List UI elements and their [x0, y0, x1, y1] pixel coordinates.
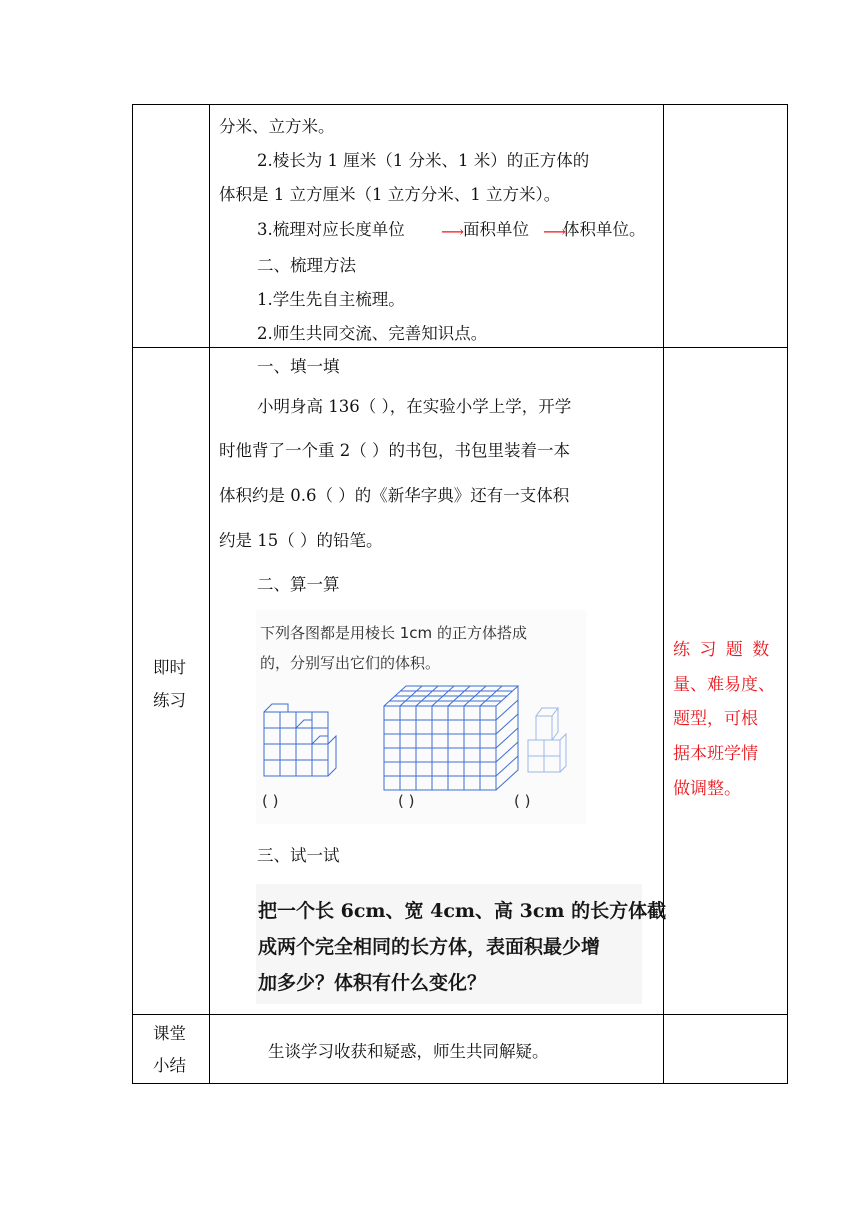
cube-figure-steps [264, 704, 336, 776]
table-border-right [787, 104, 788, 1084]
review-line: 分米、立方米。 [219, 117, 335, 136]
try-problem-image [256, 884, 667, 1004]
table-border-bottom [132, 1083, 788, 1084]
summary-label: 小结 [153, 1056, 186, 1075]
note-line: 练 习 题 数 [673, 640, 772, 660]
arrow-icon: ⟶ [543, 222, 566, 241]
table-border-col1 [209, 104, 210, 1084]
try-problem-line: 成两个完全相同的长方体，表面积最少增 [258, 936, 601, 958]
review-line: 面积单位 [463, 220, 529, 239]
table-row-divider-1 [132, 347, 788, 348]
calc-problem-image [256, 610, 586, 824]
cube-figure-small [528, 708, 566, 772]
try-problem-line: 加多少？体积有什么变化？ [258, 972, 487, 994]
answer-blank: ( ) [514, 792, 531, 810]
review-line: 2.棱长为 1 厘米（1 分米、1 米）的正方体的 [257, 151, 590, 170]
summary-content: 生谈学习收获和疑惑，师生共同解疑。 [268, 1042, 549, 1061]
table-border-col2 [663, 104, 664, 1084]
calc-instruction: 下列各图都是用棱长 1cm 的正方体搭成 [260, 624, 527, 642]
review-line: 2.师生共同交流、完善知识点。 [257, 324, 488, 343]
fill-line: 小明身高 136（ ），在实验小学上学，开学 [257, 397, 572, 416]
table-border-top [132, 104, 788, 105]
practice-label: 即时 [153, 658, 186, 677]
answer-blank: ( ) [262, 792, 279, 810]
cube-figures [256, 680, 586, 830]
section-heading: 二、梳理方法 [257, 256, 356, 275]
section-heading: 二、算一算 [257, 575, 340, 594]
section-heading: 三、试一试 [257, 846, 340, 865]
table-row-divider-2 [132, 1014, 788, 1015]
answer-blank: ( ) [398, 792, 415, 810]
review-line: 体积单位。 [563, 220, 646, 239]
try-problem-line: 把一个长 6cm、宽 4cm、高 3cm 的长方体截 [258, 900, 667, 922]
cube-figure-large [384, 686, 518, 790]
section-heading: 一、填一填 [257, 357, 340, 376]
note-line: 量、难易度、 [673, 675, 775, 695]
practice-label: 练习 [153, 691, 186, 710]
calc-instruction: 的，分别写出它们的体积。 [260, 654, 441, 672]
review-line: 1.学生先自主梳理。 [257, 290, 405, 309]
summary-label: 课堂 [153, 1024, 186, 1043]
fill-line: 时他背了一个重 2（ ）的书包，书包里装着一本 [219, 441, 570, 460]
note-line: 做调整。 [673, 779, 741, 799]
fill-line: 体积约是 0.6（ ）的《新华字典》还有一支体积 [219, 486, 570, 505]
arrow-icon: ⟶ [441, 222, 464, 241]
review-line: 3.梳理对应长度单位 [257, 220, 405, 239]
table-border-left [132, 104, 133, 1084]
note-line: 题型，可根 [673, 709, 758, 729]
note-line: 据本班学情 [673, 744, 758, 764]
fill-line: 约是 15（ ）的铅笔。 [219, 531, 383, 550]
review-line: 体积是 1 立方厘米（1 立方分米、1 立方米）。 [219, 185, 561, 204]
